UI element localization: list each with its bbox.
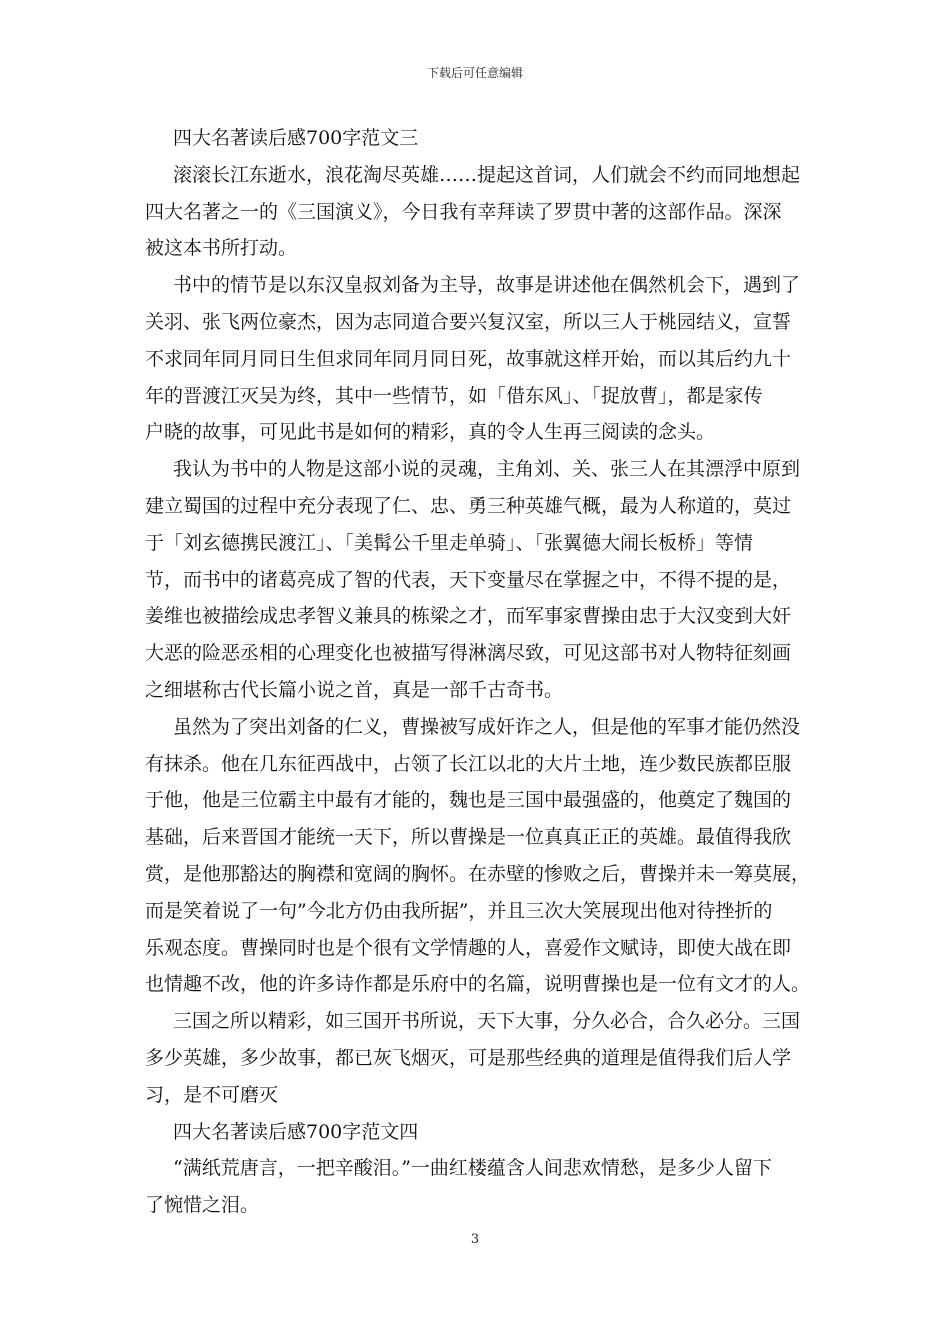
paragraph-line: 三国之所以精彩，如三国开书所说，天下大事，分久必合，合久必分。三国 [173,1010,801,1033]
paragraph-line: 多少英雄，多少故事，都已灰飞烟灭，可是那些经典的道理是值得我们后人学 [145,1046,792,1069]
paragraph-line: 赏，是他那豁达的胸襟和宽阔的胸怀。在赤壁的惨败之后，曹操并未一筹莫展， [145,862,811,885]
paragraph-line: 有抹杀。他在几东征西战中，占领了长江以北的大片土地，连少数民族都臣服 [145,752,792,775]
paragraph-line: 基础，后来晋国才能统一天下，所以曹操是一位真真正正的英雄。最值得我欣 [145,826,792,849]
paragraph-line: 书中的情节是以东汉皇叔刘备为主导，故事是讲述他在偶然机会下，遇到了 [173,274,801,297]
paragraph-line: 大恶的险恶丞相的心理变化也被描写得淋漓尽致，可见这部书对人物特征刻画 [145,642,792,665]
paragraph-line: 关羽、张飞两位豪杰，因为志同道合要兴复汉室，所以三人于桃园结义，宣誓 [145,310,792,333]
paragraph-line: 被这本书所打动。 [145,237,298,260]
paragraph-line: 乐观态度。曹操同时也是个很有文学情趣的人，喜爱作文赋诗，即使大战在即 [145,936,792,959]
section-title-4: 四大名著读后感700字范文四 [173,1120,419,1143]
paragraph-line: 之细堪称古代长篇小说之首，真是一部千古奇书。 [145,678,564,701]
paragraph-line: 节，而书中的诸葛亮成了智的代表，天下变量尽在掌握之中，不得不提的是， [145,568,792,591]
paragraph-line: 虽然为了突出刘备的仁义，曹操被写成奸诈之人，但是他的军事才能仍然没 [173,715,801,738]
page-header: 下载后可任意编辑 [426,66,523,80]
paragraph-line: 习，是不可磨灭 [145,1083,279,1106]
paragraph-line: 滚滚长江东逝水，浪花淘尽英雄……提起这首词，人们就会不约而同地想起 [173,163,801,186]
paragraph-line: 四大名著之一的《三国演义》，今日我有幸拜读了罗贯中著的这部作品。深深 [145,200,782,223]
paragraph-line: 年的晋渡江灭吴为终，其中一些情节，如「借东风」、「捉放曹」，都是家传 [145,384,763,407]
document-body [145,120,820,1224]
paragraph-line: 了惋惜之泪。 [145,1194,260,1217]
paragraph-line: 建立蜀国的过程中充分表现了仁、忠、勇三种英雄气概，最为人称道的，莫过 [145,494,792,517]
paragraph-line: 户晓的故事，可见此书是如何的精彩，真的令人生再三阅读的念头。 [145,421,716,444]
paragraph-line: 而是笑着说了一句”今北方仍由我所据”，并且三次大笑展现出他对待挫折的 [145,899,773,922]
paragraph-line: 于他，他是三位霸主中最有才能的，魏也是三国中最强盛的，他奠定了魏国的 [145,789,792,812]
paragraph-line: “满纸荒唐言，一把辛酸泪。”一曲红楼蕴含人间悲欢情愁，是多少人留下 [173,1157,772,1180]
paragraph-line: 不求同年同月同日生但求同年同月同日死，故事就这样开始，而以其后约九十 [145,347,792,370]
section-title-3: 四大名著读后感700字范文三 [173,127,419,149]
page-number: 3 [470,1232,480,1247]
paragraph-line: 我认为书中的人物是这部小说的灵魂，主角刘、关、张三人在其漂浮中原到 [173,458,801,481]
paragraph-line: 姜维也被描绘成忠孝智义兼具的栋梁之才，而军事家曹操由忠于大汉变到大奸 [145,605,792,628]
paragraph-line: 也情趣不改，他的许多诗作都是乐府中的名篇，说明曹操也是一位有文才的人。 [145,973,811,996]
paragraph-line: 于「刘玄德携民渡江」、「美髯公千里走单骑」、「张翼德大闹长板桥」等情 [145,531,754,554]
